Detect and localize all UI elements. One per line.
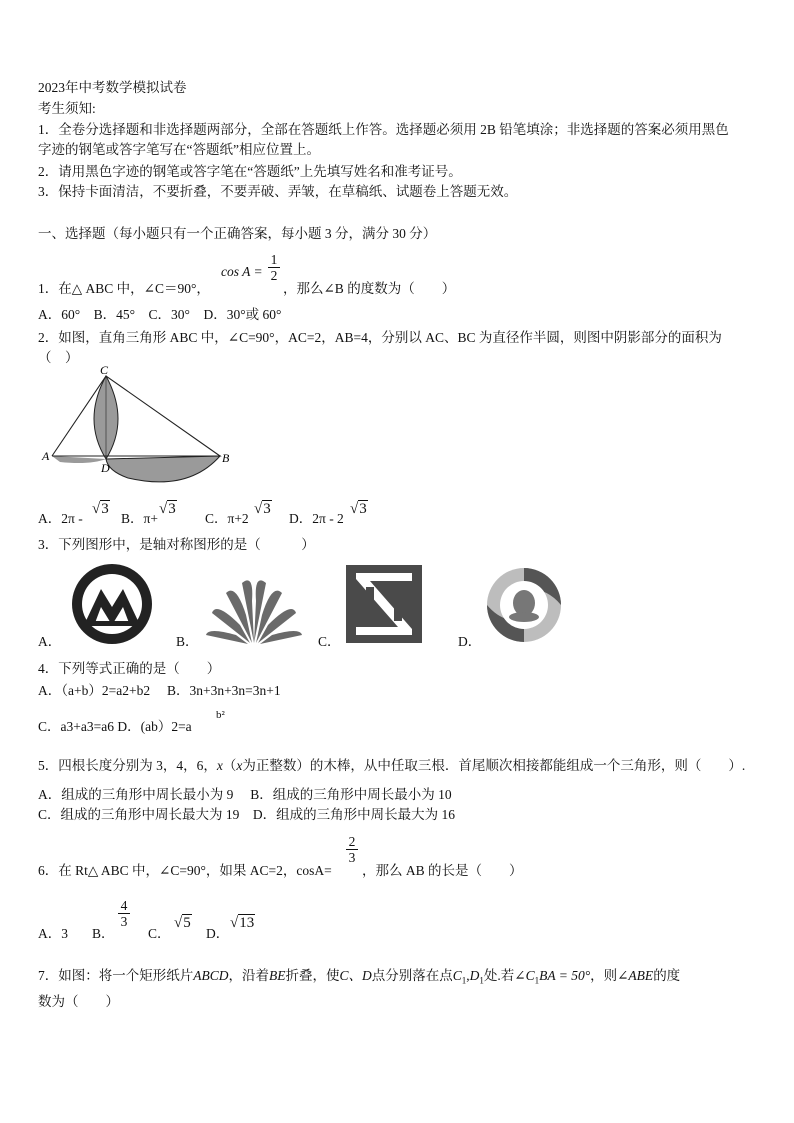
q5-x: x bbox=[216, 758, 223, 773]
q6-stem-after: ，那么 AB 的长是（ ） bbox=[362, 863, 523, 878]
q3-stem: 3．下列图形中，是轴对称图形的是（ ） bbox=[38, 537, 315, 552]
q7-comma: , bbox=[466, 968, 470, 983]
q7-s4: 点分别落在点 bbox=[371, 968, 453, 983]
q2-triangle bbox=[52, 376, 220, 456]
notice-title: 考生须知: bbox=[38, 101, 96, 116]
q3-logo-b-icon bbox=[206, 575, 302, 645]
q1-cos-lhs: cos A = bbox=[221, 264, 263, 279]
q7-s7: 的度 bbox=[653, 968, 681, 983]
q6-frac-den: 3 bbox=[346, 849, 358, 865]
q1-stem-before: 1．在△ ABC 中，∠C＝90°， bbox=[38, 281, 210, 296]
q5-stem-a-text: 5．四根长度分别为 3，4，6， bbox=[38, 758, 217, 773]
q1-stem-after: ，那么∠B 的度数为（ ） bbox=[283, 281, 456, 296]
q5-options-cd: C．组成的三角形中周长最大为 19 D．组成的三角形中周长最大为 16 bbox=[38, 807, 456, 822]
q1-frac-den: 2 bbox=[268, 267, 280, 283]
q6-fraction bbox=[346, 834, 358, 865]
q3-logo-a-icon bbox=[71, 563, 153, 645]
q6-opt-b-fraction bbox=[118, 898, 130, 929]
q2-shaded-left bbox=[52, 456, 106, 463]
q6-opt-d: D． bbox=[206, 926, 230, 941]
q2-label-b: B bbox=[222, 451, 230, 465]
notice-3: 3．保持卡面清洁，不要折叠，不要弄破、弄皱，在草稿纸、试题卷上答题无效。 bbox=[38, 184, 518, 199]
q2-label-c: C bbox=[100, 363, 109, 377]
q7-sub1: 1 bbox=[461, 975, 467, 986]
q4-superscript: b² bbox=[216, 709, 225, 721]
q6-opt-d-rad: 13 bbox=[239, 915, 255, 931]
q6-opt-b-num: 4 bbox=[120, 898, 128, 913]
q7-angle2: BA = 50° bbox=[539, 968, 591, 983]
q7-line-1 bbox=[38, 968, 680, 989]
q7-s6: ，则 bbox=[590, 968, 618, 983]
q6-stem-before: 6．在 Rt△ ABC 中，∠C=90°，如果 AC=2，cosA= bbox=[38, 863, 332, 878]
q7-s1: 7．如图：将一个矩形纸片 bbox=[38, 968, 194, 983]
q4-line-1: A．（a+b）2=a2+b2 B．3n+3n+3n=3n+1 bbox=[38, 683, 281, 698]
q2-figure bbox=[38, 363, 238, 488]
q2-opt-a: A．2π - bbox=[38, 511, 83, 526]
q1-options: A．60° B．45° C．30° D．30°或 60° bbox=[38, 307, 282, 322]
q2-opt-a-sqrt: √3 bbox=[92, 501, 109, 517]
q2-label-a: A bbox=[42, 449, 50, 463]
q2-opt-a-rad: 3 bbox=[101, 501, 109, 517]
q2-opt-c: C．π+2 bbox=[205, 511, 249, 526]
q5-paren: （ bbox=[222, 758, 237, 773]
q3-opt-d: D． bbox=[458, 634, 482, 649]
q2-opt-b-rad: 3 bbox=[168, 501, 176, 517]
q2-stem-a: 2．如图，直角三角形 ABC 中，∠C=90°，AC=2，AB=4，分别以 AC、BC 为直径作半圆，则图中阴影部分的面积为 bbox=[38, 330, 722, 345]
q7-s2: ，沿着 bbox=[228, 968, 269, 983]
section-1-title: 一、选择题（每小题只有一个正确答案，每小题 3 分，满分 30 分） bbox=[38, 226, 437, 241]
q7-sub3: 1 bbox=[534, 975, 540, 986]
q2-label-d: D bbox=[101, 461, 110, 475]
q2-opt-d-rad: 3 bbox=[359, 501, 367, 517]
q3-opt-c: C． bbox=[318, 634, 341, 649]
q7-abcd: ABCD bbox=[193, 968, 229, 983]
q3-opt-b: B． bbox=[176, 634, 199, 649]
q2-opt-b-sqrt: √3 bbox=[159, 501, 176, 517]
notice-2: 2．请用黑色字迹的钢笔或答字笔在“答题纸”上先填写姓名和准考证号。 bbox=[38, 164, 462, 179]
q3-logo-d-icon bbox=[486, 567, 562, 643]
q6-opt-c-rad: 5 bbox=[183, 915, 191, 931]
q7-abe: ∠ABE bbox=[617, 968, 654, 983]
q7-be: BE bbox=[269, 968, 286, 983]
q7-d1: D bbox=[469, 968, 480, 983]
q7-line-2: 数为（ ） bbox=[38, 994, 119, 1009]
notice-1b: 字迹的钢笔或答字笔写在“答题纸”相应位置上。 bbox=[38, 142, 320, 157]
q7-cd: C、D bbox=[339, 968, 372, 983]
q7-c1: C bbox=[452, 968, 462, 983]
q2-opt-c-rad: 3 bbox=[263, 501, 271, 517]
q1-frac-num: 1 bbox=[270, 252, 278, 267]
q2-opt-c-sqrt: √3 bbox=[254, 501, 271, 517]
q6-opt-c: C． bbox=[148, 926, 171, 941]
q7-s5: 处.若 bbox=[483, 968, 515, 983]
q6-opt-d-sqrt: √13 bbox=[230, 915, 255, 931]
q6-opt-a: A．3 bbox=[38, 926, 68, 941]
q5-stem-b: 为正整数）的木棒，从中任取三根．首尾顺次相接都能组成一个三角形，则（ ）. bbox=[242, 758, 746, 773]
q5-options-ab: A．组成的三角形中周长最小为 9 B．组成的三角形中周长最小为 10 bbox=[38, 787, 452, 802]
q7-angle: ∠C bbox=[514, 968, 535, 983]
exam-title: 2023年中考数学模拟试卷 bbox=[38, 80, 187, 95]
q6-opt-c-sqrt: √5 bbox=[174, 915, 191, 931]
q5-stem-a bbox=[38, 758, 745, 774]
q1-fraction bbox=[268, 252, 280, 283]
q5-x2: x bbox=[236, 758, 243, 773]
q2-shaded-right bbox=[106, 456, 220, 482]
q3-logo-c-icon bbox=[346, 565, 422, 643]
q4-line-2: C．a3+a3=a6 D．(ab）2=a bbox=[38, 719, 192, 734]
q7-s3: 折叠，使 bbox=[285, 968, 340, 983]
q3-opt-a: A． bbox=[38, 634, 62, 649]
q6-frac-num: 2 bbox=[348, 834, 356, 849]
q2-opt-d-sqrt: √3 bbox=[350, 501, 367, 517]
q4-stem: 4．下列等式正确的是（ ） bbox=[38, 661, 221, 676]
notice-1a: 1．全卷分选择题和非选择题两部分，全部在答题纸上作答。选择题必须用 2B 铅笔填涂；非选择题的答案必须用黑色 bbox=[38, 122, 729, 137]
q2-opt-b: B．π+ bbox=[121, 511, 158, 526]
q7-sub2: 1 bbox=[479, 975, 484, 986]
q6-opt-b-den: 3 bbox=[118, 913, 130, 929]
q2-stem-b: （ ） bbox=[38, 350, 79, 365]
q2-opt-d: D．2π - 2 bbox=[289, 511, 344, 526]
q6-opt-b: B． bbox=[92, 926, 115, 941]
